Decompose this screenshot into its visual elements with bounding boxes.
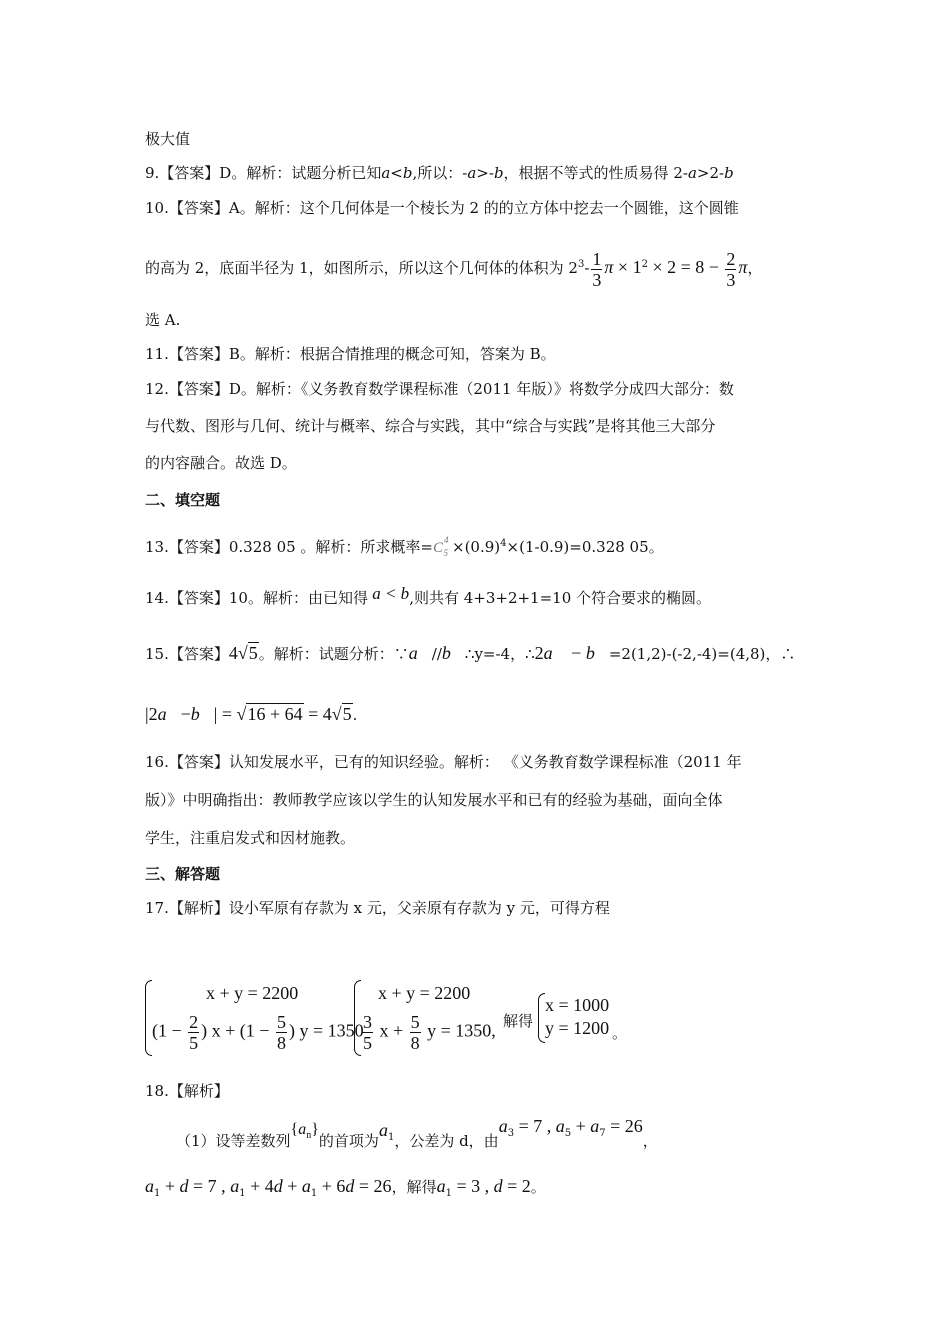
answer-13-end: ×(1-0.9)=0.328 05。 (506, 538, 664, 556)
answer-13-mid: ×(0.9) (452, 538, 501, 556)
text-line: 极大值 (145, 130, 191, 148)
answer-13: 13.【答案】0.328 05 。解析：所求概率$=C^4_5 \times(0.9)^4\times(1-0.9)=0.328$ 05。 (145, 535, 664, 558)
answer-9: 9.【答案】D。解析：试题分析已知a<b,所以：-a>-b，根据不等式的性质易得 2-a>2-b (145, 164, 734, 182)
answer-10-line1: 10.【答案】A。解析：这个几何体是一个棱长为 2 的的立方体中挖去一个圆锥，这个圆锥 (145, 199, 739, 217)
answer-9-mid: ,所以： (412, 164, 463, 182)
answer-16-line1: 16.【答案】认知发展水平，已有的知识经验。解析： 《义务教育数学课程标准（2011 年 (145, 753, 742, 771)
answer-16-line2: 版）》中明确指出：教师教学应该以学生的认知发展水平和已有的经验为基础，面向全体 (145, 791, 723, 809)
answer-18: 18.【解析】 (145, 1082, 229, 1100)
answer-14: 14.【答案】10。解析：由已知得 a < b,则共有 4+3+2+1=10 个符合要求的椭圆。 (145, 584, 712, 607)
answer-13-text: 13.【答案】0.328 05 。解析：所求概率= (145, 538, 433, 556)
answer-18-d: ，公差为 d，由 (394, 1132, 499, 1150)
answer-18-line1: （1）设等差数列$\{a_n\}$的首项为$a_1$，公差为 d，由$a_3 = 7$ , $a_5 + a_7 = 26$， (176, 1116, 658, 1150)
answer-15-mid: 。解析：试题分析：∵ (258, 645, 409, 663)
answer-15-text: 15.【答案】 (145, 645, 229, 663)
answer-12-line3: 的内容融合。故选 D。 (145, 454, 297, 472)
answer-15-end: =2(1,2)-(-2,-4)=(4,8)，∴ (608, 645, 796, 663)
answer-16-line3: 学生，注重启发式和因材施教。 (145, 829, 356, 847)
answer-15-y: ∴y=-4，∴ (464, 645, 535, 663)
answer-10-text: 的高为 2，底面半径为 1，如图所示，所以这个几何体的体积为 2 (145, 259, 578, 277)
answer-18-mid: 的首项为 (318, 1132, 379, 1150)
answer-12-line2: 与代数、图形与几何、统计与概率、综合与实践，其中“综合与实践”是将其他三大部分 (145, 417, 716, 435)
answer-18-line2: $a_1 + d = 7$ , $a_1 + 4d + a_1 + 6d = 26$，解得$a_1 = 3$ , d = 2。 (145, 1176, 546, 1199)
answer-9-text: 9.【答案】D。解析：试题分析已知 (145, 164, 382, 182)
answer-15: 15.【答案】4√5。解析：试题分析：∵a⃗//b⃗∴y=-4，∴2a⃗ − b⃗=2(1,2)-(-2,-4)=(4,8)，∴ (145, 643, 796, 663)
section-heading-fill-blank: 二、填空题 (145, 491, 221, 509)
answer-14-end: ,则共有 4+3+2+1=10 个符合要求的椭圆。 (409, 589, 712, 607)
answer-14-text: 14.【答案】10。解析：由已知得 (145, 589, 368, 607)
answer-12-line1: 12.【答案】D。解析：《义务教育数学课程标准（2011 年版）》将数学分成四大部分：数 (145, 380, 734, 398)
answer-11: 11.【答案】B。解析：根据合情推理的概念可知，答案为 B。 (145, 345, 556, 363)
answer-10-line2: 的高为 2，底面半径为 1，如图所示，所以这个几何体的体积为 $2^3-$ $\frac{1}{3}$ $\pi \times 1^2 \times 2 = 8$ − $\frac{2}{3}$ π， (145, 248, 763, 290)
answer-18-text: （1）设等差数列 (176, 1132, 291, 1150)
answer-18-solve: ，解得 (391, 1178, 437, 1196)
answer-17: 17.【解析】设小军原有存款为 x 元，父亲原有存款为 y 元，可得方程 (145, 899, 610, 917)
answer-10-line3: 选 A. (145, 311, 181, 329)
answer-9-end: ，根据不等式的性质易得 2- (503, 164, 688, 182)
answer-15-formula: |2a⃗−b⃗| = √16 + 64 = 4√5. (145, 704, 358, 724)
section-heading-solutions: 三、解答题 (145, 865, 221, 883)
solve-label: 解得 (503, 1012, 534, 1030)
